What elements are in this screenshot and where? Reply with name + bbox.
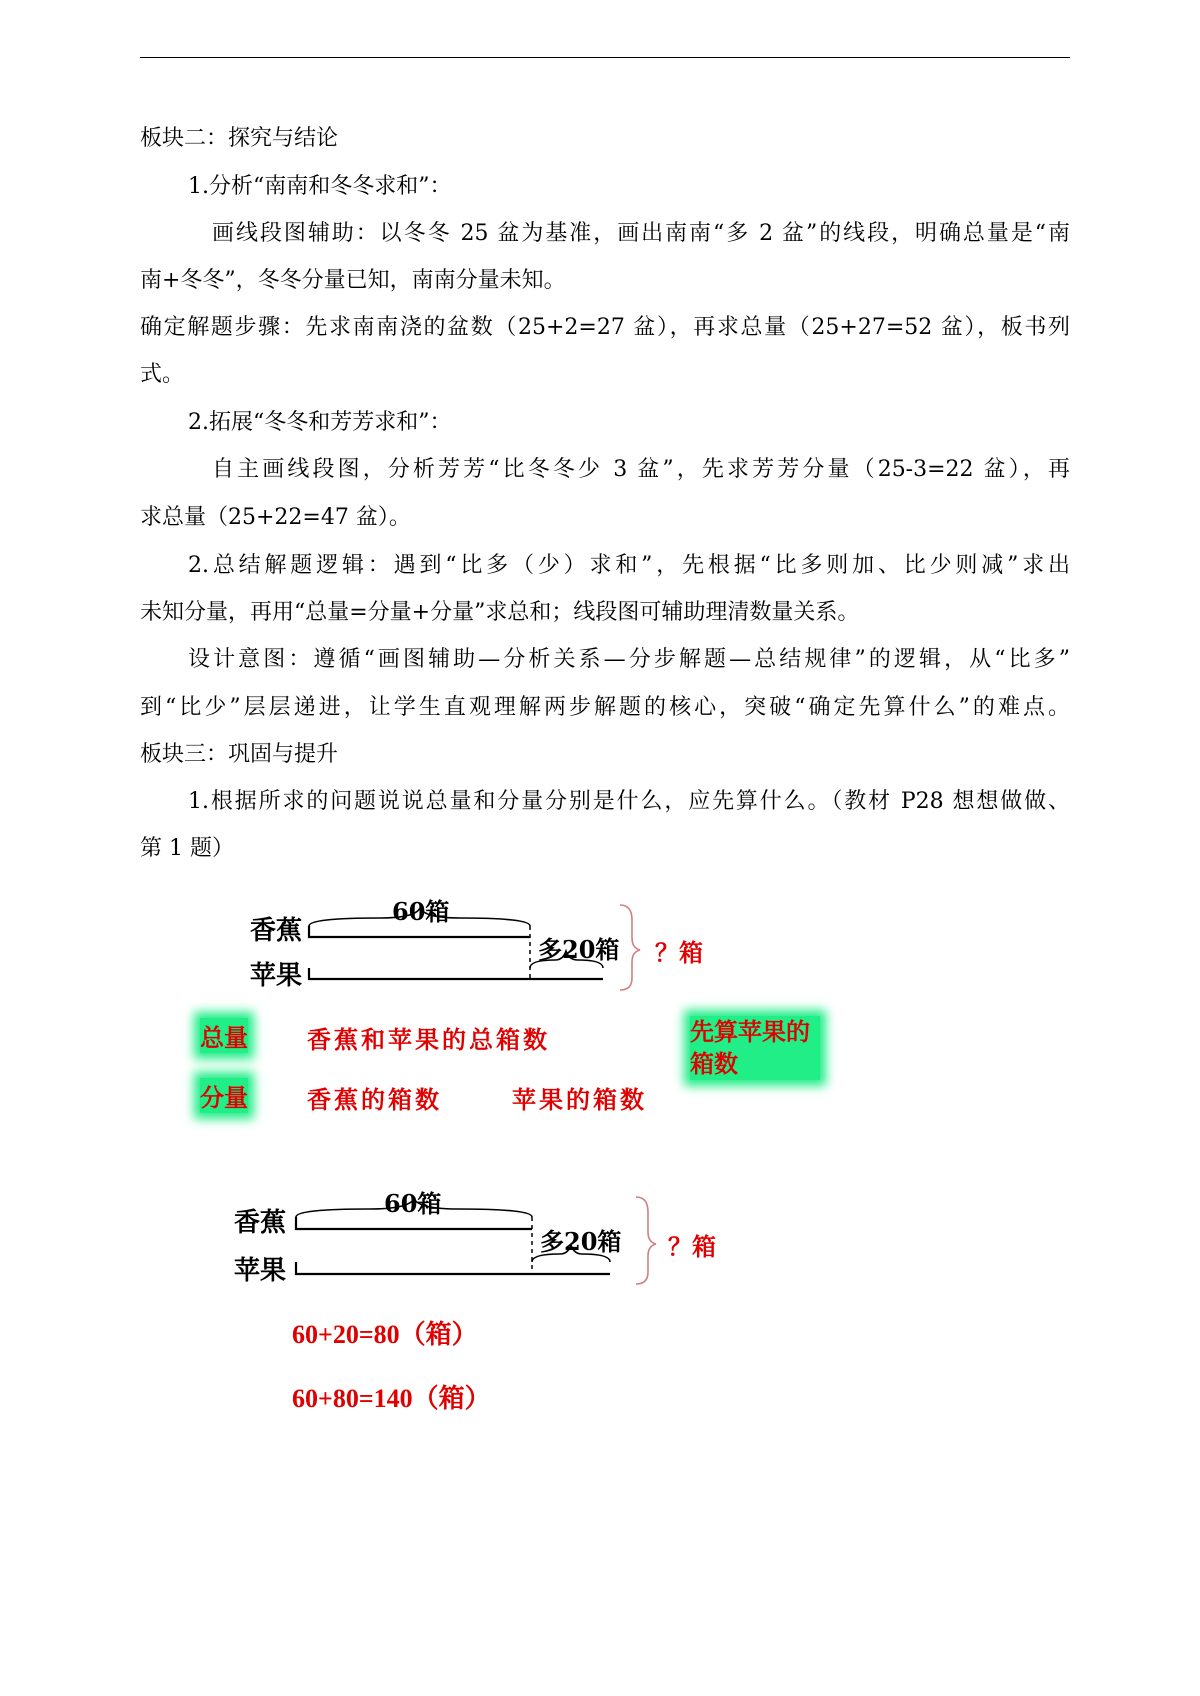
paragraph-line: 南+冬冬”，冬冬分量已知，南南分量未知。 — [140, 268, 566, 293]
total-answer: 香蕉和苹果的总箱数 — [307, 1025, 550, 1054]
total-unknown: ？箱 — [668, 1232, 716, 1261]
banana-label: 香蕉 — [234, 1208, 287, 1238]
paragraph-line: 确定解题步骤：先求南南浇的盆数（25+2=27 盆），再求总量（25+27=52 盆），板书列 — [140, 315, 1070, 340]
paragraph-line: 自主画线段图，分析芳芳“比冬冬少 3 盆”，先求芳芳分量（25-3=22 盆），再 — [212, 457, 1070, 482]
paragraph-line: 2.总结解题逻辑：遇到“比多（少）求和”，先根据“比多则加、比少则减”求出 — [188, 553, 1070, 578]
paragraph-line: 式。 — [140, 362, 185, 387]
analysis-heading-1: 1.分析“南南和冬冬求和”： — [188, 174, 452, 199]
paragraph-line: 画线段图辅助：以冬冬 25 盆为基准，画出南南“多 2 盆”的线段，明确总量是“南 — [212, 221, 1070, 246]
total-tag: 总量 — [200, 1018, 248, 1053]
apple-label: 苹果 — [250, 961, 303, 991]
design-intent-line: 到“比少”层层递进，让学生直观理解两步解题的核心，突破“确定先算什么”的难点。 — [140, 695, 1070, 720]
banana-value: 60箱 — [384, 1189, 442, 1218]
analysis-heading-2: 2.拓展“冬冬和芳芳求和”： — [188, 410, 452, 435]
part-apple-answer: 苹果的箱数 — [512, 1085, 647, 1114]
first-calc-tag: 先算苹果的箱数 — [690, 1016, 820, 1080]
equation-2: 60+80=140（箱） — [292, 1384, 491, 1413]
apple-label: 苹果 — [234, 1256, 287, 1286]
total-unknown: ？箱 — [655, 938, 703, 967]
question-line: 1.根据所求的问题说说总量和分量分别是什么，应先算什么。（教材 P28 想想做做、 — [188, 789, 1070, 814]
part-tag: 分量 — [200, 1078, 248, 1113]
paragraph-line: 未知分量，再用“总量=分量+分量”求总和；线段图可辅助理清数量关系。 — [140, 600, 860, 625]
question-line: 第 1 题） — [140, 836, 234, 861]
design-intent-line: 设计意图：遵循“画图辅助—分析关系—分步解题—总结规律”的逻辑，从“比多” — [188, 647, 1070, 672]
section2-title: 板块二：探究与结论 — [140, 126, 339, 151]
paragraph-line: 求总量（25+22=47 盆）。 — [140, 505, 411, 530]
more-value: 多20箱 — [538, 935, 620, 964]
banana-value: 60箱 — [392, 897, 450, 926]
total-brace — [636, 1197, 656, 1284]
part-banana-answer: 香蕉的箱数 — [307, 1085, 442, 1114]
equation-1: 60+20=80（箱） — [292, 1320, 478, 1349]
more-value: 多20箱 — [540, 1227, 622, 1256]
banana-label: 香蕉 — [250, 916, 303, 946]
apple-segment — [296, 1262, 610, 1274]
section3-title: 板块三：巩固与提升 — [140, 742, 339, 767]
